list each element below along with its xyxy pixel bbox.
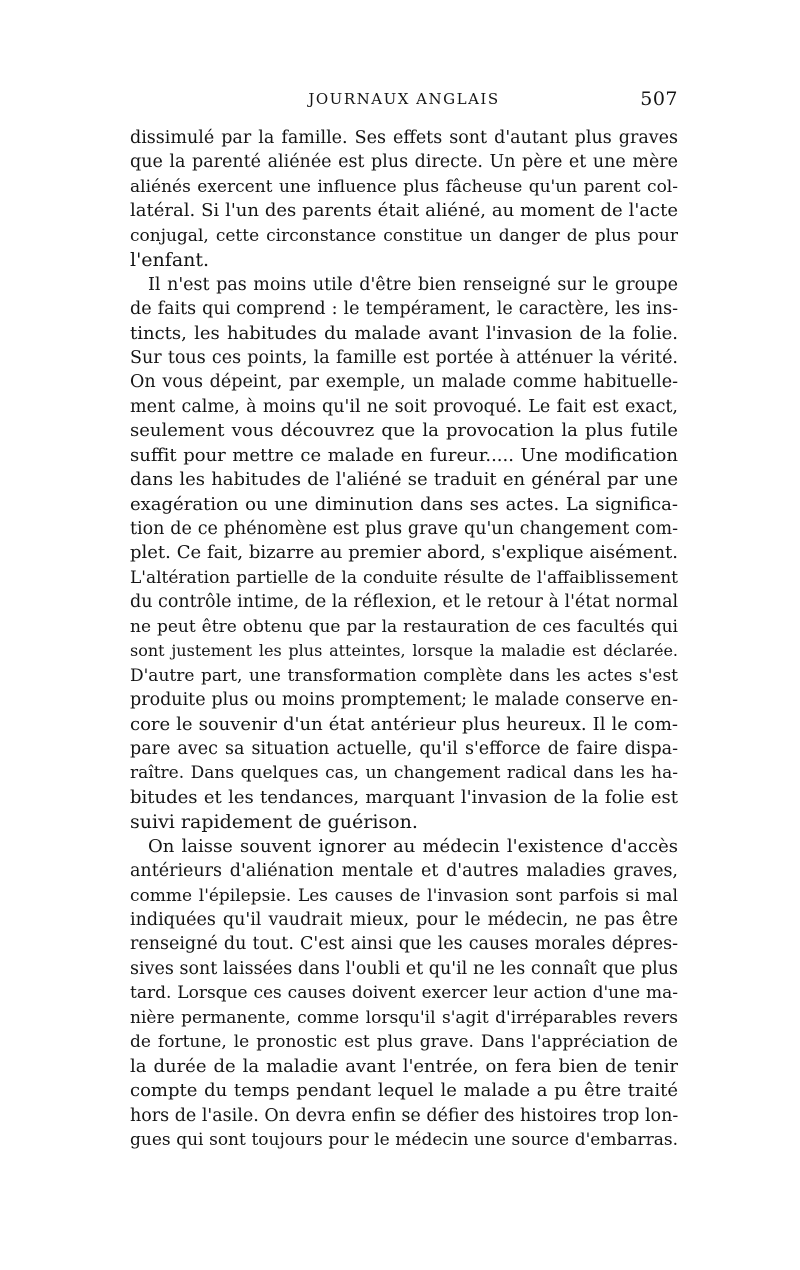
text-line: gues qui sont toujours pour le médecin une source d'embarras.: [130, 1129, 678, 1150]
text-line: produite plus ou moins promptement; le malade conserve en-: [130, 690, 678, 711]
text-line: sont justement les plus atteintes, lorsque la maladie est déclarée.: [130, 641, 678, 661]
paragraph: [130, 126, 678, 273]
text-line: antérieurs d'aliénation mentale et d'autres maladies graves,: [130, 861, 678, 882]
text-line: bitudes et les tendances, marquant l'invasion de la folie est: [130, 786, 678, 808]
text-line: aliénés exercent une influence plus fâcheuse qu'un parent col-: [130, 176, 678, 197]
text-line: plet. Ce fait, bizarre au premier abord, s'explique aisément.: [130, 542, 678, 564]
text-line: dans les habitudes de l'aliéné se traduit en général par une: [130, 469, 678, 491]
text-line: L'altération partielle de la conduite résulte de l'affaiblissement: [130, 567, 678, 588]
text-line: sives sont laissées dans l'oubli et qu'il ne les connaît que plus: [130, 958, 678, 979]
text-line: nière permanente, comme lorsqu'il s'agit d'irréparables revers: [130, 1007, 678, 1028]
text-line: tion de ce phénomène est plus grave qu'un changement com-: [130, 519, 678, 539]
text-line: seulement vous découvrez que la provocation la plus futile: [130, 420, 678, 442]
paragraph: [130, 835, 678, 1153]
text-line: Il n'est pas moins utile d'être bien renseigné sur le groupe: [148, 274, 678, 295]
paragraph: [130, 273, 678, 835]
body-text: [130, 126, 678, 1152]
text-line: indiquées qu'il vaudrait mieux, pour le médecin, ne pas être: [130, 910, 678, 930]
text-line: exagération ou une diminution dans ses actes. La significa-: [130, 493, 678, 515]
running-title: JOURNAUX ANGLAIS: [308, 90, 500, 108]
text-line: tard. Lorsque ces causes doivent exercer leur action d'une ma-: [130, 983, 678, 1004]
text-line: de faits qui comprend : le tempérament, le caractère, les ins-: [130, 299, 678, 320]
text-line: de fortune, le pronostic est plus grave. Dans l'appréciation de: [130, 1032, 678, 1053]
text-line: ment calme, à moins qu'il ne soit provoqué. Le fait est exact,: [130, 396, 678, 417]
text-line: Sur tous ces points, la famille est portée à atténuer la vérité.: [130, 347, 678, 368]
text-line: core le souvenir d'un état antérieur plus heureux. Il le com-: [130, 713, 678, 735]
text-line: pare avec sa situation actuelle, qu'il s'efforce de faire dispa-: [130, 738, 678, 759]
text-line: suivi rapidement de guérison.: [130, 811, 418, 834]
running-head: [130, 88, 678, 112]
text-line: compte du temps pendant lequel le malade a pu être traité: [130, 1080, 678, 1102]
text-line: renseigné du tout. C'est ainsi que les causes morales dépres-: [130, 934, 678, 955]
text-line: D'autre part, une transformation complète dans les actes s'est: [130, 665, 678, 686]
text-line: la durée de la maladie avant l'entrée, on fera bien de tenir: [130, 1055, 678, 1077]
text-line: On vous dépeint, par exemple, un malade comme habituelle-: [130, 372, 678, 393]
text-line: hors de l'asile. On devra enfin se défier des histoires trop lon-: [130, 1105, 678, 1126]
text-line: comme l'épilepsie. Les causes de l'invasion sont parfois si mal: [130, 885, 678, 906]
text-line: raître. Dans quelques cas, un changement radical dans les ha-: [130, 763, 678, 784]
text-line: du contrôle intime, de la réflexion, et le retour à l'état normal: [130, 592, 678, 613]
text-line: l'enfant.: [130, 249, 210, 272]
text-line: ne peut être obtenu que par la restauration de ces facultés qui: [130, 616, 678, 637]
text-line: que la parenté aliénée est plus directe. Un père et une mère: [130, 152, 678, 173]
text-line: conjugal, cette circonstance constitue un danger de plus pour: [130, 225, 678, 246]
text-line: suffit pour mettre ce malade en fureur..... Une modification: [130, 444, 678, 466]
text-line: On laisse souvent ignorer au médecin l'existence d'accès: [148, 835, 678, 857]
page-number: 507: [640, 88, 678, 110]
text-line: tincts, les habitudes du malade avant l'invasion de la folie.: [130, 322, 678, 344]
text-line: dissimulé par la famille. Ses effets sont d'autant plus graves: [130, 128, 678, 148]
text-line: latéral. Si l'un des parents était aliéné, au moment de l'acte: [130, 200, 678, 222]
